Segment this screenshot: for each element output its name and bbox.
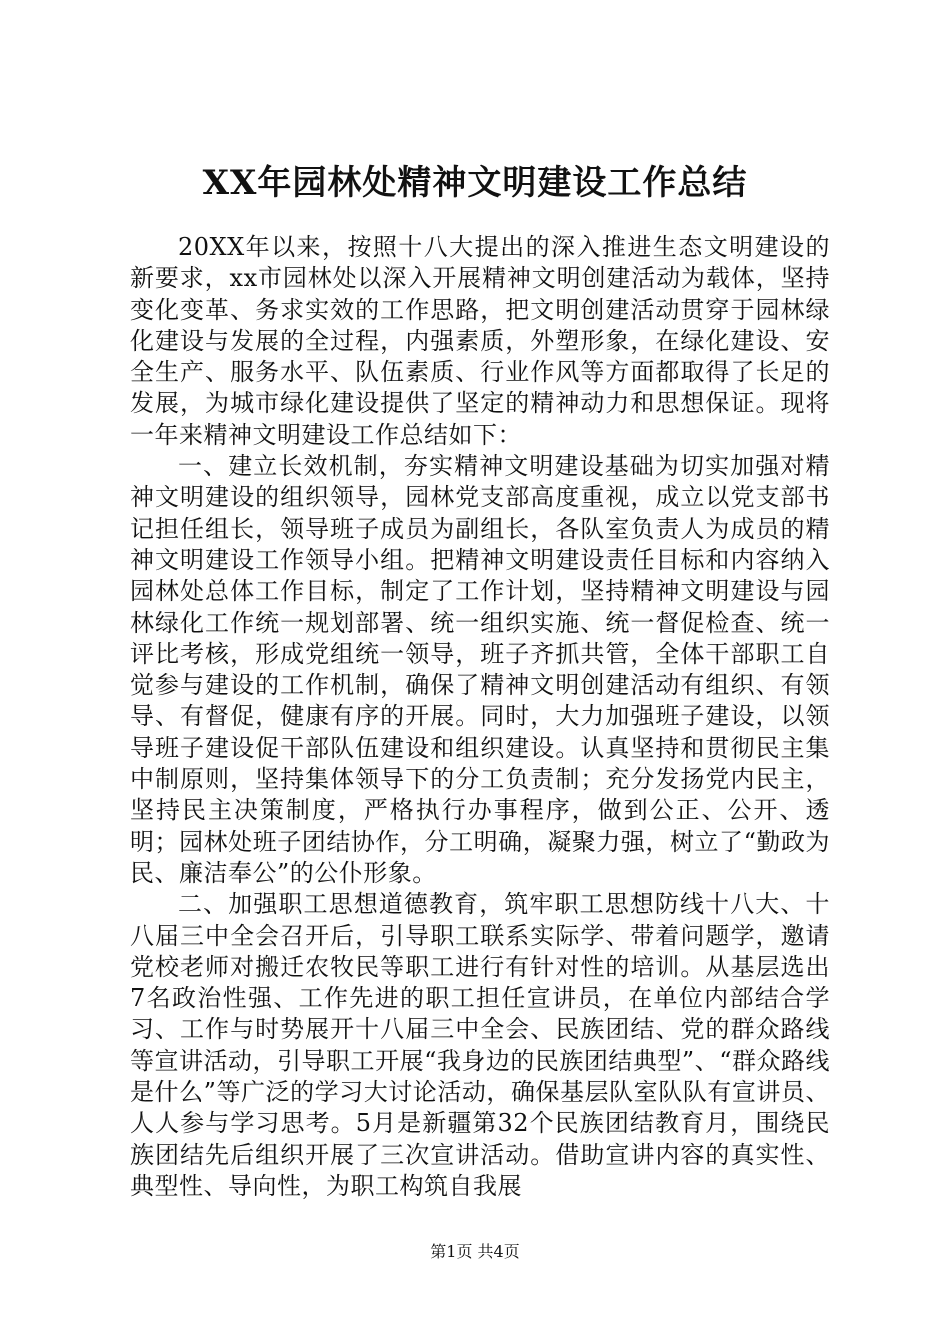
document-title: XX年园林处精神文明建设工作总结 xyxy=(202,163,748,203)
section-one-paragraph: 一、建立长效机制，夯实精神文明建设基础为切实加强对精神文明建设的组织领导，园林党支部高度重视，成立以党支部书记担任组长，领导班子成员为副组长，各队室负责人为成员的精神文明建设工作领导小组。把精神文明建设责任目标和内容纳入园林处总体工作目标，制定了工作计划，坚持精神文明建设与园林绿化工作统一规划部署、统一组织实施、统一督促检查、统一评比考核，形成党组统一领导，班子齐抓共管，全体干部职工自觉参与建设的工作机制，确保了精神文明创建活动有组织、有领导、有督促，健康有序的开展。同时，大力加强班子建设，以领导班子建设促干部队伍建设和组织建设。认真坚持和贯彻民主集中制原则，坚持集体领导下的分工负责制；充分发扬党内民主，坚持民主决策制度，严格执行办事程序，做到公正、公开、透明；园林处班子团结协作，分工明确，凝聚力强，树立了“勤政为民、廉洁奉公”的公仆形象。 xyxy=(130,452,830,887)
page-footer: 第1页 共4页 xyxy=(430,1242,520,1261)
document-body xyxy=(130,232,830,1202)
section-two-paragraph: 二、加强职工思想道德教育，筑牢职工思想防线十八大、十八届三中全会召开后，引导职工联系实际学、带着问题学，邀请党校老师对搬迁农牧民等职工进行有针对性的培训。从基层选出7名政治性强、工作先进的职工担任宣讲员，在单位内部结合学习、工作与时势展开十八届三中全会、民族团结、党的群众路线等宣讲活动，引导职工开展“我身边的民族团结典型”、“群众路线是什么”等广泛的学习大讨论活动，确保基层队室队队有宣讲员、人人参与学习思考。5月是新疆第32个民族团结教育月，围绕民族团结先后组织开展了三次宣讲活动。借助宣讲内容的真实性、典型性、导向性，为职工构筑自我展 xyxy=(130,890,830,1200)
intro-paragraph: 20XX年以来，按照十八大提出的深入推进生态文明建设的新要求，xx市园林处以深入开展精神文明创建活动为载体，坚持变化变革、务求实效的工作思路，把文明创建活动贯穿于园林绿化建设与发展的全过程，内强素质，外塑形象，在绿化建设、安全生产、服务水平、队伍素质、行业作风等方面都取得了长足的发展，为城市绿化建设提供了坚定的精神动力和思想保证。现将一年来精神文明建设工作总结如下： xyxy=(130,233,830,449)
